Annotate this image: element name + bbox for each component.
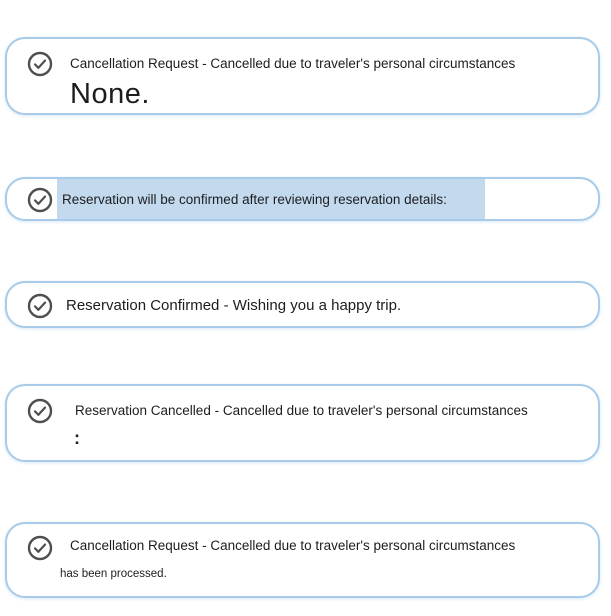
message-card-cancellation-processed[interactable] [5,522,600,598]
check-circle-icon [27,293,53,319]
message-card-reservation-cancelled[interactable] [5,384,600,462]
message-title: Reservation Confirmed - Wishing you a happy trip. [66,297,402,314]
check-circle-icon [27,398,53,424]
message-title: Cancellation Request - Cancelled due to traveler's personal circumstances [70,538,516,553]
check-circle-icon [27,51,53,77]
message-body: None. [70,78,150,110]
check-circle-icon [27,187,53,213]
message-title: Reservation Cancelled - Cancelled due to traveler's personal circumstances [75,403,528,418]
message-card-cancellation-request-none[interactable] [5,37,600,115]
message-title: Reservation will be confirmed after reviewing reservation details: [62,191,447,207]
check-circle-icon [27,535,53,561]
message-body: : [74,428,80,448]
selected-text-highlight [57,179,485,219]
message-card-reservation-confirmed[interactable] [5,281,600,328]
message-card-reservation-review[interactable] [5,177,600,221]
message-title: Cancellation Request - Cancelled due to traveler's personal circumstances [70,56,516,71]
message-body: has been processed. [60,568,167,580]
